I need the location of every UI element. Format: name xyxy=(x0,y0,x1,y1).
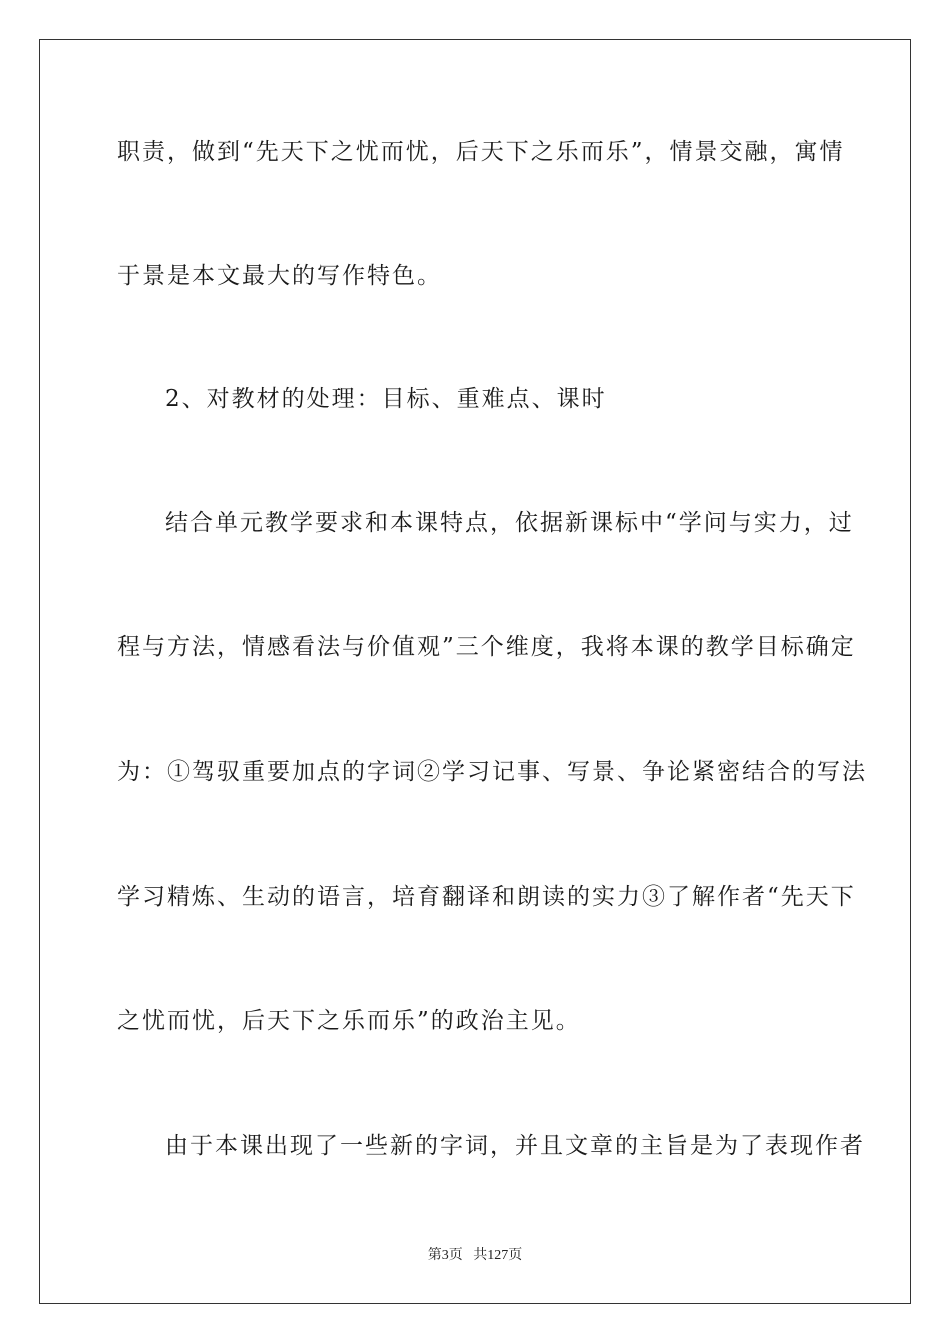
footer-total-pages: 127 xyxy=(487,1248,509,1263)
paragraph-line-5: 为：①驾驭重要加点的字词②学习记事、写景、争论紧密结合的写法 xyxy=(117,759,867,785)
footer-total-label: 共 xyxy=(473,1248,488,1263)
paragraph-line-8: 由于本课出现了一些新的字词，并且文章的主旨是为了表现作者 xyxy=(165,1133,865,1159)
paragraph-line-2: 于景是本文最大的写作特色。 xyxy=(117,263,442,289)
paragraph-line-4: 程与方法，情感看法与价值观”三个维度，我将本课的教学目标确定 xyxy=(117,634,856,660)
footer-page-number: 3 xyxy=(441,1248,449,1263)
page-footer xyxy=(0,1247,950,1265)
footer-page-label: 第 xyxy=(427,1248,442,1263)
paragraph-line-6: 学习精炼、生动的语言，培育翻译和朗读的实力③了解作者“先天下 xyxy=(117,884,856,910)
paragraph-line-1: 职责，做到“先天下之忧而忧，后天下之乐而乐”，情景交融，寓情 xyxy=(117,139,845,165)
paragraph-line-3: 结合单元教学要求和本课特点，依据新课标中“学问与实力，过 xyxy=(165,510,854,536)
footer-page-unit: 页 xyxy=(448,1248,463,1263)
paragraph-line-7: 之忧而忧，后天下之乐而乐”的政治主见。 xyxy=(117,1008,581,1034)
section-heading: 2、对教材的处理：目标、重难点、课时 xyxy=(165,386,607,412)
footer-total-unit: 页 xyxy=(508,1248,523,1263)
page-frame xyxy=(39,39,911,1304)
